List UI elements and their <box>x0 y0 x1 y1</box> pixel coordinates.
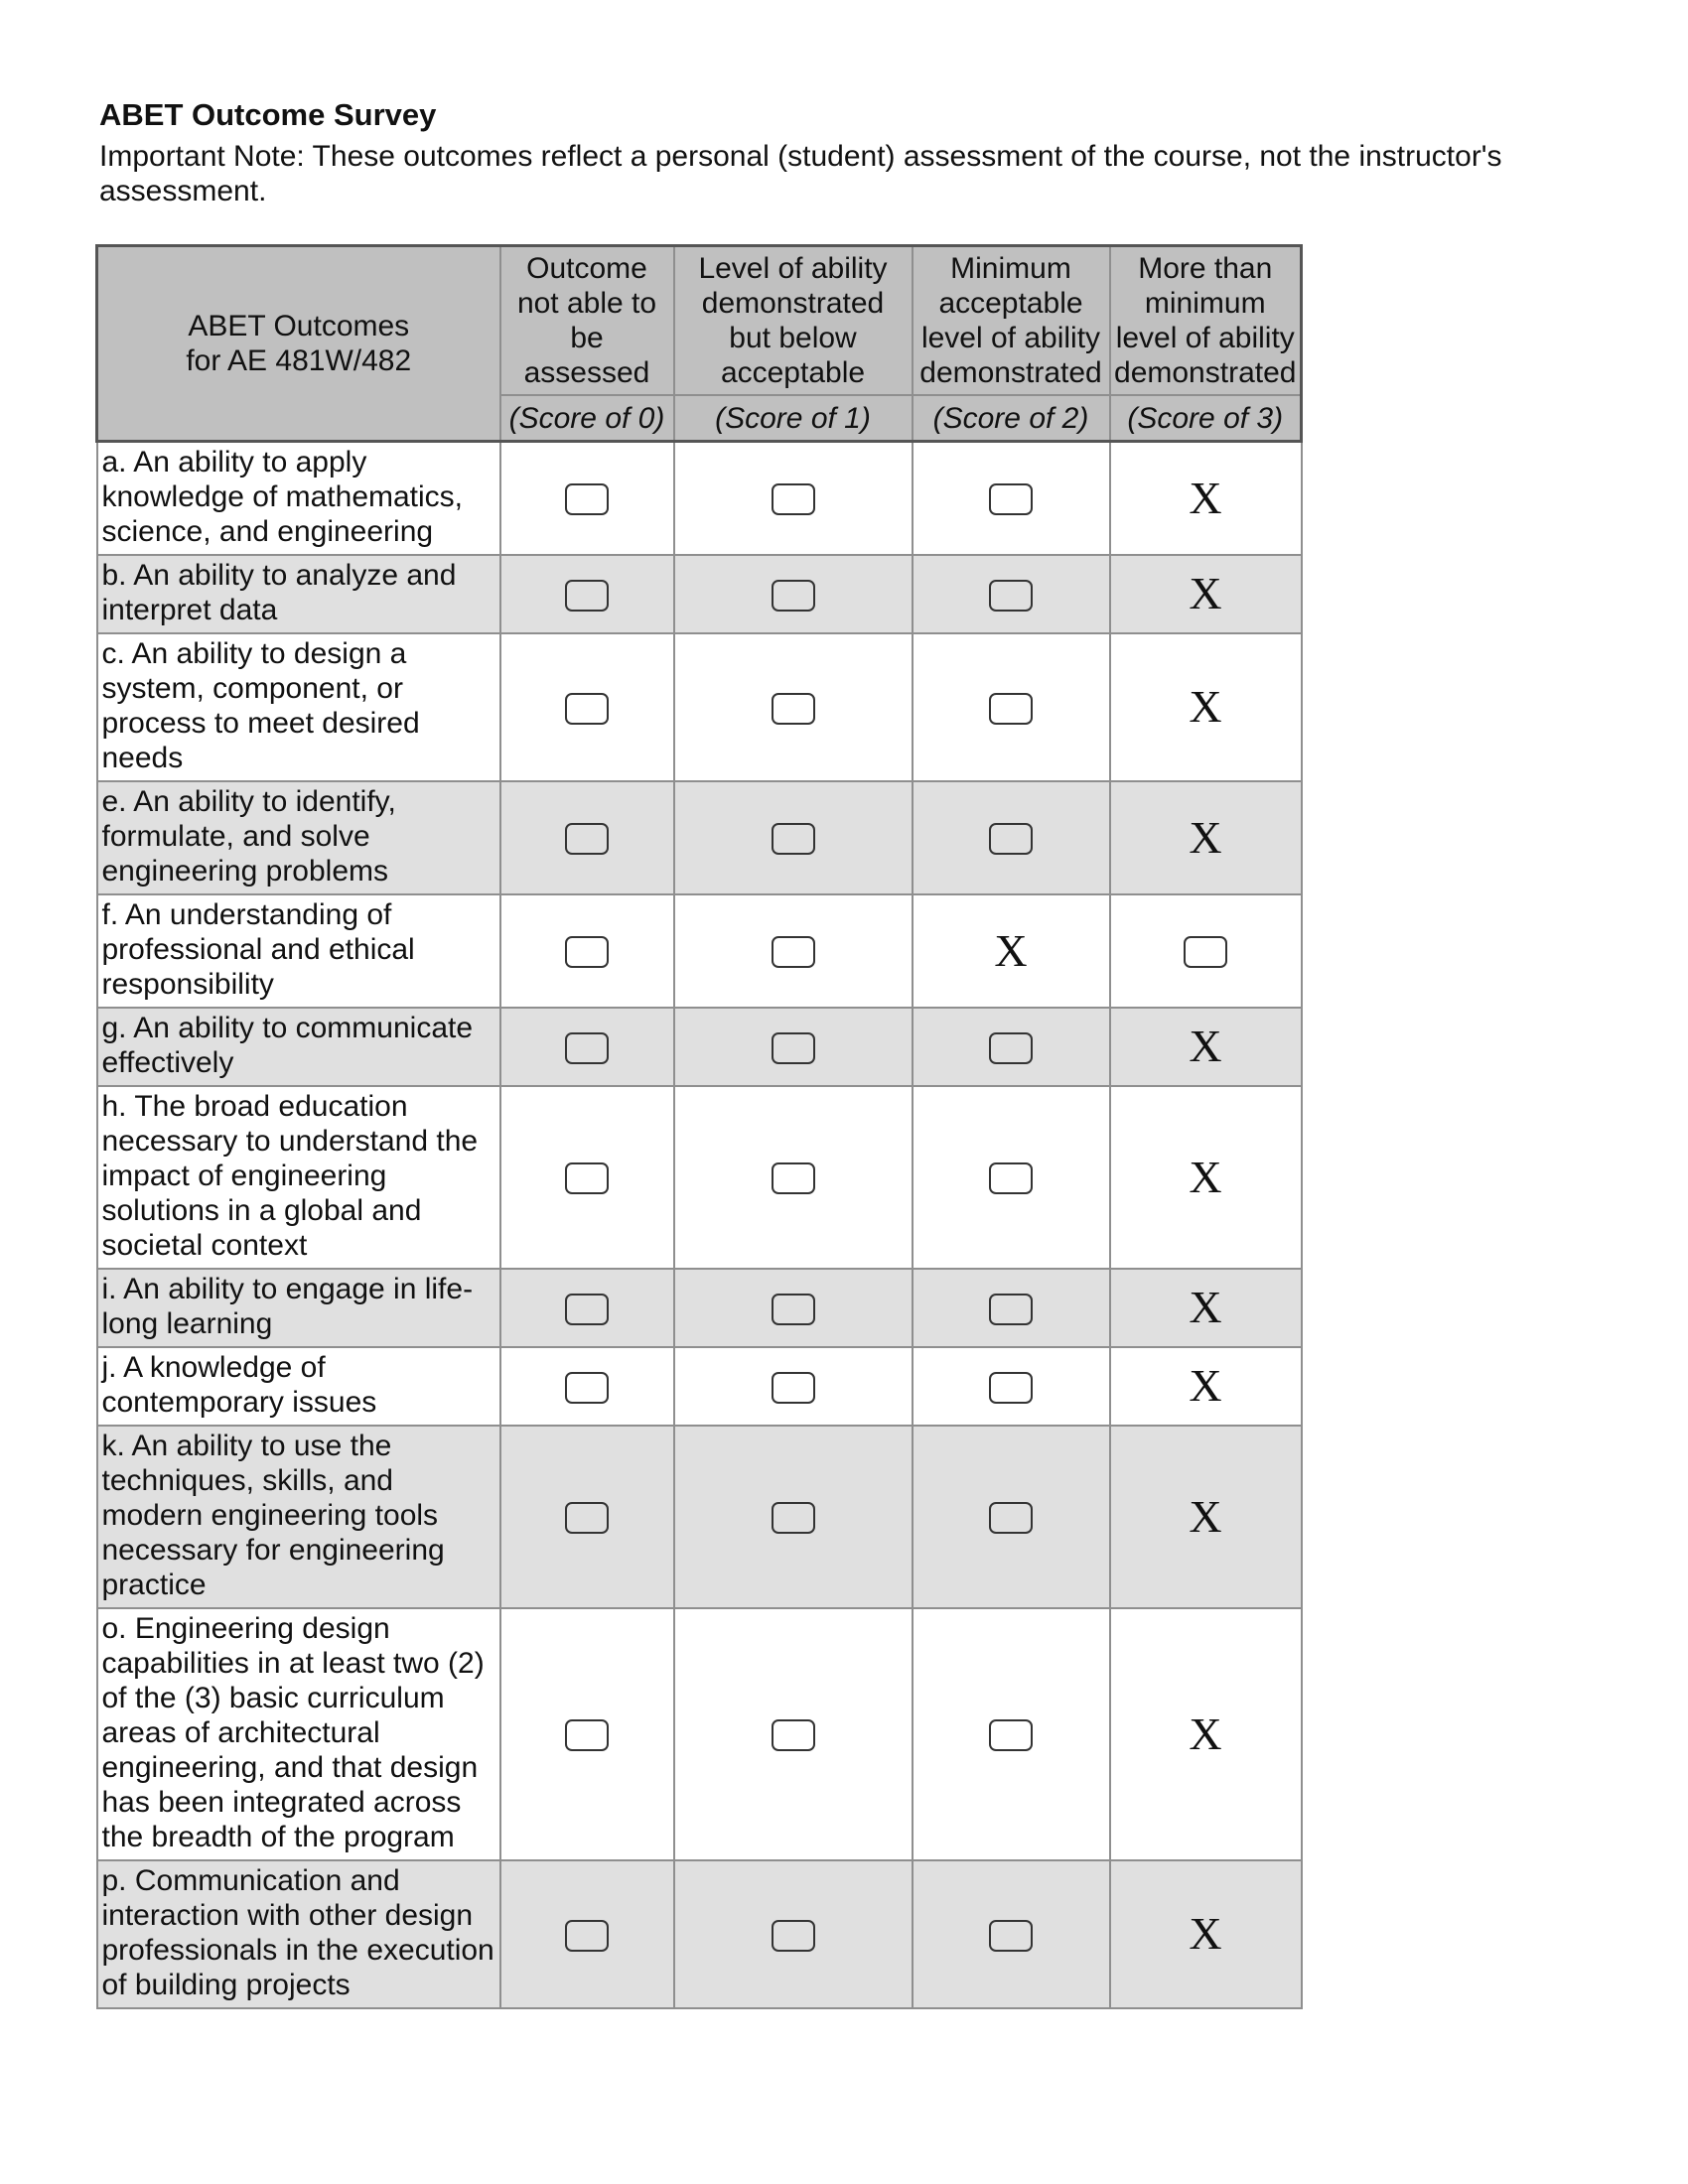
score-cell-2 <box>913 633 1110 781</box>
score-cell-0 <box>500 1269 674 1347</box>
score-cell-2 <box>913 1608 1110 1860</box>
outcome-description: b. An ability to analyze and interpret data <box>97 555 500 633</box>
checkbox[interactable] <box>989 483 1033 515</box>
page-title: ABET Outcome Survey <box>99 97 437 132</box>
score-cell-1 <box>674 1426 913 1608</box>
selected-mark[interactable]: X <box>1189 1908 1222 1959</box>
score-cell-2 <box>913 442 1110 555</box>
checkbox[interactable] <box>565 1920 609 1952</box>
important-note: Important Note: These outcomes reflect a personal (student) assessment of the course, not the instructor's assessment. <box>99 140 1502 207</box>
outcome-description: e. An ability to identify, formulate, and solve engineering problems <box>97 781 500 894</box>
selected-mark[interactable]: X <box>1189 472 1222 523</box>
checkbox[interactable] <box>772 1032 815 1064</box>
column-header-score-0: Outcome not able to be assessed <box>500 246 674 396</box>
checkbox[interactable] <box>989 1162 1033 1194</box>
score-cell-0 <box>500 555 674 633</box>
checkbox[interactable] <box>772 823 815 855</box>
checkbox[interactable] <box>565 1032 609 1064</box>
outcome-description: f. An understanding of professional and ethical responsibility <box>97 894 500 1008</box>
selected-mark[interactable]: X <box>1189 1151 1222 1202</box>
score-cell-3 <box>1110 894 1302 1008</box>
score-cell-0 <box>500 1347 674 1426</box>
score-cell-0 <box>500 1086 674 1269</box>
table-row <box>97 1347 1302 1426</box>
column-header-score-2: Minimum acceptable level of ability demonstrated <box>913 246 1110 396</box>
score-cell-1 <box>674 1269 913 1347</box>
score-cell-3 <box>1110 1269 1302 1347</box>
table-row <box>97 1086 1302 1269</box>
checkbox[interactable] <box>989 693 1033 725</box>
table-row <box>97 1860 1302 2008</box>
score-cell-1 <box>674 781 913 894</box>
outcome-description: p. Communication and interaction with other design professionals in the execution of building projects <box>97 1860 500 2008</box>
score-cell-3 <box>1110 1347 1302 1426</box>
checkbox[interactable] <box>989 1032 1033 1064</box>
score-cell-3 <box>1110 781 1302 894</box>
selected-mark[interactable]: X <box>1189 1490 1222 1542</box>
score-cell-3 <box>1110 633 1302 781</box>
checkbox[interactable] <box>772 580 815 612</box>
score-cell-0 <box>500 894 674 1008</box>
score-cell-3 <box>1110 1426 1302 1608</box>
table-row <box>97 555 1302 633</box>
selected-mark[interactable]: X <box>1189 568 1222 618</box>
table-row <box>97 781 1302 894</box>
score-cell-1 <box>674 442 913 555</box>
outcome-description: o. Engineering design capabilities in at least two (2) of the (3) basic curriculum areas of architectural engineering, and that design has been integrated across the breadth of the program <box>97 1608 500 1860</box>
table-row <box>97 1269 1302 1347</box>
selected-mark[interactable]: X <box>1189 1021 1222 1071</box>
selected-mark[interactable]: X <box>994 924 1028 976</box>
outcome-description: g. An ability to communicate effectively <box>97 1008 500 1086</box>
table-row <box>97 633 1302 781</box>
checkbox[interactable] <box>772 1920 815 1952</box>
score-cell-2 <box>913 1426 1110 1608</box>
checkbox[interactable] <box>989 1294 1033 1325</box>
score-cell-2 <box>913 1086 1110 1269</box>
checkbox[interactable] <box>565 1294 609 1325</box>
checkbox[interactable] <box>772 1162 815 1194</box>
outcome-description: h. The broad education necessary to understand the impact of engineering solutions in a global and societal context <box>97 1086 500 1269</box>
table-row <box>97 1426 1302 1608</box>
checkbox[interactable] <box>1184 936 1227 968</box>
score-cell-0 <box>500 1608 674 1860</box>
checkbox[interactable] <box>565 1502 609 1534</box>
table-row <box>97 442 1302 555</box>
checkbox[interactable] <box>989 1719 1033 1751</box>
score-cell-0 <box>500 781 674 894</box>
checkbox[interactable] <box>989 823 1033 855</box>
score-cell-0 <box>500 1426 674 1608</box>
score-cell-2 <box>913 1860 1110 2008</box>
checkbox[interactable] <box>772 1372 815 1404</box>
checkbox[interactable] <box>989 580 1033 612</box>
score-cell-2 <box>913 555 1110 633</box>
checkbox[interactable] <box>989 1502 1033 1534</box>
score-cell-1 <box>674 1608 913 1860</box>
outcome-description: i. An ability to engage in life-long learning <box>97 1269 500 1347</box>
score-cell-1 <box>674 555 913 633</box>
score-cell-1 <box>674 1086 913 1269</box>
checkbox[interactable] <box>565 483 609 515</box>
checkbox[interactable] <box>772 483 815 515</box>
score-label-2: (Score of 2) <box>913 395 1110 442</box>
score-cell-2 <box>913 1008 1110 1086</box>
outcome-description: k. An ability to use the techniques, skills, and modern engineering tools necessary for engineering practice <box>97 1426 500 1608</box>
score-cell-2 <box>913 781 1110 894</box>
score-cell-3 <box>1110 442 1302 555</box>
checkbox[interactable] <box>772 1719 815 1751</box>
score-cell-2 <box>913 1347 1110 1426</box>
outcome-rows <box>97 442 1302 2008</box>
score-cell-0 <box>500 442 674 555</box>
score-cell-3 <box>1110 1860 1302 2008</box>
selected-mark[interactable]: X <box>1189 1360 1222 1411</box>
abet-outcome-table <box>95 244 1303 2009</box>
selected-mark[interactable]: X <box>1189 1707 1222 1759</box>
checkbox[interactable] <box>565 823 609 855</box>
score-cell-2 <box>913 894 1110 1008</box>
score-cell-0 <box>500 633 674 781</box>
score-cell-0 <box>500 1860 674 2008</box>
score-cell-3 <box>1110 1608 1302 1860</box>
checkbox[interactable] <box>565 1372 609 1404</box>
outcome-description: a. An ability to apply knowledge of mathematics, science, and engineering <box>97 442 500 555</box>
score-cell-3 <box>1110 1086 1302 1269</box>
table-row <box>97 894 1302 1008</box>
checkbox[interactable] <box>989 1920 1033 1952</box>
checkbox[interactable] <box>772 693 815 725</box>
score-cell-3 <box>1110 555 1302 633</box>
checkbox[interactable] <box>565 693 609 725</box>
checkbox[interactable] <box>565 580 609 612</box>
outcomes-header-label: ABET Outcomes for AE 481W/482 <box>186 310 412 377</box>
selected-mark[interactable]: X <box>1189 1282 1222 1332</box>
checkbox[interactable] <box>772 936 815 968</box>
score-cell-1 <box>674 1347 913 1426</box>
outcome-description: c. An ability to design a system, component, or process to meet desired needs <box>97 633 500 781</box>
score-cell-1 <box>674 1008 913 1086</box>
selected-mark[interactable]: X <box>1189 811 1222 863</box>
checkbox[interactable] <box>772 1294 815 1325</box>
checkbox[interactable] <box>565 1162 609 1194</box>
column-header-score-1: Level of ability demonstrated but below acceptable <box>674 246 913 396</box>
score-label-0: (Score of 0) <box>500 395 674 442</box>
selected-mark[interactable]: X <box>1189 681 1222 732</box>
score-cell-1 <box>674 894 913 1008</box>
outcome-description: j. A knowledge of contemporary issues <box>97 1347 500 1426</box>
checkbox[interactable] <box>565 1719 609 1751</box>
column-header-score-3: More than minimum level of ability demonstrated <box>1110 246 1302 396</box>
checkbox[interactable] <box>989 1372 1033 1404</box>
checkbox[interactable] <box>565 936 609 968</box>
outcomes-column-header <box>97 246 500 442</box>
table-row <box>97 1008 1302 1086</box>
score-cell-1 <box>674 1860 913 2008</box>
table-row <box>97 1608 1302 1860</box>
score-cell-2 <box>913 1269 1110 1347</box>
score-cell-0 <box>500 1008 674 1086</box>
score-cell-3 <box>1110 1008 1302 1086</box>
checkbox[interactable] <box>772 1502 815 1534</box>
score-cell-1 <box>674 633 913 781</box>
score-label-3: (Score of 3) <box>1110 395 1302 442</box>
score-label-1: (Score of 1) <box>674 395 913 442</box>
